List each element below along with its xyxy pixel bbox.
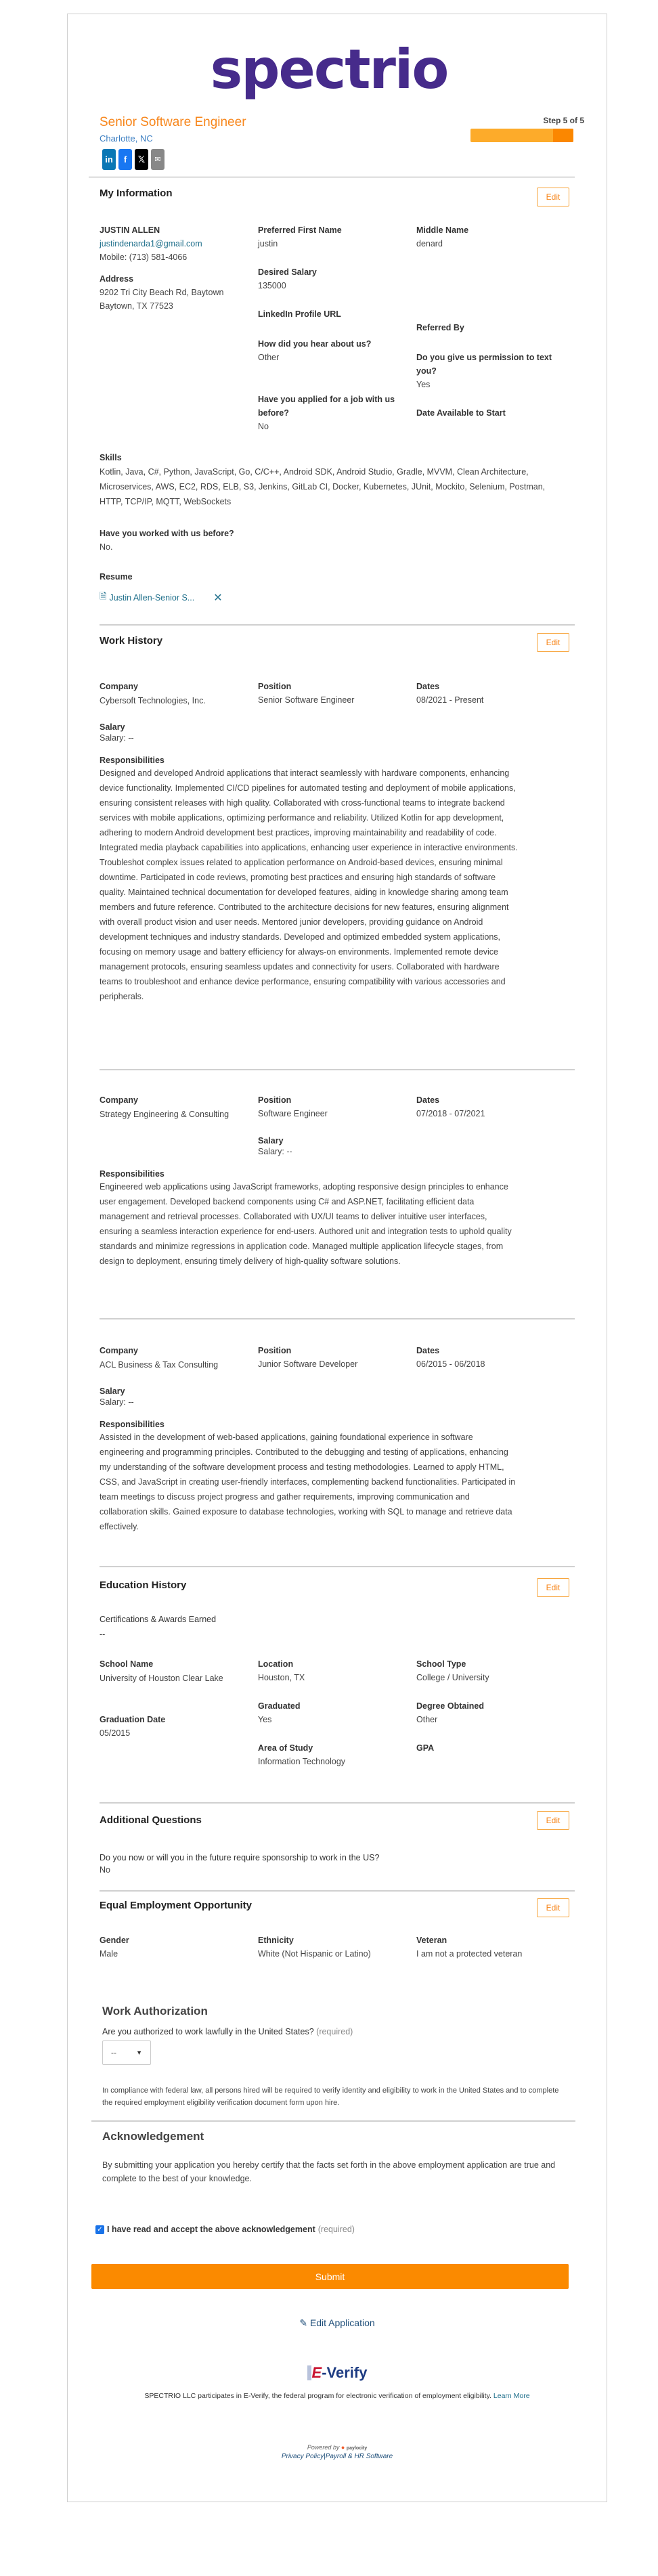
divider bbox=[100, 1318, 575, 1319]
social-share-bar bbox=[102, 149, 164, 170]
caret-down-icon: ▼ bbox=[136, 2049, 142, 2056]
position-value: Junior Software Developer bbox=[258, 1359, 358, 1369]
salary-value: Salary: -- bbox=[258, 1147, 292, 1156]
paylocity-logo-text: paylocity bbox=[346, 2446, 368, 2451]
payroll-software-link[interactable]: Payroll & HR Software bbox=[325, 2453, 393, 2460]
learn-more-link[interactable]: Learn More bbox=[493, 2392, 530, 2400]
worked-before-label: Have you worked with us before? bbox=[100, 529, 234, 538]
edu-col3 bbox=[416, 1657, 562, 1755]
company-label: Company bbox=[100, 1346, 138, 1355]
job-position-col bbox=[258, 1093, 410, 1120]
job-responsibilities bbox=[100, 755, 519, 1004]
school-type-label: School Type bbox=[416, 1659, 466, 1669]
certs-value: -- bbox=[100, 1630, 106, 1639]
hear-about-label: How did you hear about us? bbox=[258, 339, 372, 349]
job-dates-col bbox=[416, 1093, 569, 1120]
my-info-edit-button[interactable]: Edit bbox=[537, 188, 569, 206]
everify-logo: E-Verify bbox=[67, 2364, 607, 2382]
company-value: Strategy Engineering & Consulting bbox=[100, 1110, 229, 1119]
eeo-title: Equal Employment Opportunity bbox=[100, 1900, 253, 1911]
school-name-value: University of Houston Clear Lake bbox=[100, 1674, 223, 1683]
everify-text: SPECTRIO LLC participates in E-Verify, the federal program for electronic verification of employment eligibility. bbox=[144, 2392, 491, 2400]
paylocity-logo-icon: ● bbox=[341, 2444, 345, 2451]
dates-label: Dates bbox=[416, 1095, 440, 1105]
additional-title: Additional Questions bbox=[100, 1814, 202, 1826]
job-company-col bbox=[100, 680, 252, 708]
pencil-icon: ✎ bbox=[299, 2317, 308, 2328]
address-line1: 9202 Tri City Beach Rd, Baytown bbox=[100, 288, 224, 297]
required-marker: (required) bbox=[317, 2225, 355, 2234]
hear-about-value: Other bbox=[258, 353, 280, 362]
location-label: Location bbox=[258, 1659, 294, 1669]
job-company-col bbox=[100, 1093, 252, 1122]
degree-label: Degree Obtained bbox=[416, 1701, 485, 1711]
dates-label: Dates bbox=[416, 1346, 440, 1355]
checkbox-label[interactable]: I have read and accept the above acknowledgement bbox=[107, 2225, 315, 2234]
degree-value: Other bbox=[416, 1715, 438, 1724]
gpa-label: GPA bbox=[416, 1743, 435, 1753]
company-label: Company bbox=[100, 682, 138, 691]
grad-date-value: 05/2015 bbox=[100, 1728, 131, 1738]
everify-notice bbox=[67, 2392, 607, 2400]
position-label: Position bbox=[258, 1095, 292, 1105]
job-dates-col bbox=[416, 1344, 569, 1371]
everify-logo-text: -Verify bbox=[322, 2364, 368, 2381]
job-responsibilities bbox=[100, 1419, 519, 1534]
applied-before-label: Have you applied for a job with us before? bbox=[258, 395, 395, 418]
responsibilities-label: Responsibilities bbox=[100, 756, 164, 765]
progress-bar bbox=[470, 129, 573, 142]
work-auth-question bbox=[102, 2027, 353, 2036]
divider bbox=[91, 2120, 575, 2122]
responsibilities-label: Responsibilities bbox=[100, 1420, 164, 1429]
dates-value: 06/2015 - 06/2018 bbox=[416, 1359, 485, 1369]
divider bbox=[100, 1802, 575, 1804]
edu-col2 bbox=[258, 1657, 410, 1768]
resume-label: Resume bbox=[100, 572, 133, 582]
job-salary bbox=[100, 722, 134, 743]
submit-button[interactable]: Submit bbox=[91, 2264, 569, 2289]
link-separator: | bbox=[324, 2453, 326, 2460]
divider bbox=[100, 1069, 575, 1070]
company-label: Company bbox=[100, 1095, 138, 1105]
job-title: Senior Software Engineer bbox=[100, 115, 246, 129]
job-salary bbox=[258, 1135, 292, 1157]
job-salary bbox=[100, 1386, 134, 1407]
divider bbox=[100, 1890, 575, 1892]
veteran-value: I am not a protected veteran bbox=[416, 1949, 523, 1959]
skills-block bbox=[100, 451, 560, 605]
step-indicator: Step 5 of 5 bbox=[543, 116, 584, 125]
acknowledgement-text: By submitting your application you hereby certify that the facts set forth in the above employment application are true and complete to the best of your knowledge. bbox=[102, 2160, 556, 2183]
salary-label: Salary bbox=[258, 1136, 284, 1145]
resume-attachment bbox=[100, 590, 560, 605]
facebook-icon[interactable]: f bbox=[118, 149, 132, 170]
col3 bbox=[416, 223, 562, 420]
location-value: Houston, TX bbox=[258, 1673, 305, 1682]
middle-name-value: denard bbox=[416, 239, 443, 248]
desired-salary-value: 135000 bbox=[258, 281, 286, 290]
eeo-col1 bbox=[100, 1934, 252, 1961]
eeo-col2 bbox=[258, 1934, 410, 1961]
dates-value: 07/2018 - 07/2021 bbox=[416, 1109, 485, 1118]
x-icon[interactable]: 𝕏 bbox=[135, 149, 148, 170]
powered-by-text: Powered by bbox=[307, 2444, 340, 2451]
powered-by bbox=[67, 2444, 607, 2451]
grad-date-label: Graduation Date bbox=[100, 1715, 166, 1724]
work-history-title: Work History bbox=[100, 635, 163, 647]
ethnicity-label: Ethnicity bbox=[258, 1936, 294, 1945]
skills-label: Skills bbox=[100, 453, 122, 462]
resume-file-link[interactable]: Justin Allen-Senior S... bbox=[109, 593, 195, 603]
work-history-edit-button[interactable]: Edit bbox=[537, 633, 569, 652]
gender-label: Gender bbox=[100, 1936, 129, 1945]
responsibilities-label: Responsibilities bbox=[100, 1169, 164, 1179]
graduated-label: Graduated bbox=[258, 1701, 301, 1711]
work-auth-question-text: Are you authorized to work lawfully in the United States? bbox=[102, 2027, 314, 2036]
education-title: Education History bbox=[100, 1579, 187, 1591]
position-label: Position bbox=[258, 682, 292, 691]
worked-before-value: No. bbox=[100, 542, 113, 552]
divider bbox=[100, 624, 575, 626]
job-responsibilities bbox=[100, 1169, 519, 1269]
preferred-name-label: Preferred First Name bbox=[258, 225, 342, 235]
school-name-label: School Name bbox=[100, 1659, 154, 1669]
footer-links bbox=[67, 2453, 607, 2460]
school-type-value: College / University bbox=[416, 1673, 489, 1682]
col2 bbox=[258, 223, 410, 433]
linkedin-url-label: LinkedIn Profile URL bbox=[258, 309, 341, 319]
salary-value: Salary: -- bbox=[100, 733, 134, 743]
ethnicity-value: White (Not Hispanic or Latino) bbox=[258, 1949, 371, 1959]
dates-label: Dates bbox=[416, 682, 440, 691]
applied-before-value: No bbox=[258, 422, 269, 431]
word-document-icon: 🗎 bbox=[100, 591, 107, 601]
job-location: Charlotte, NC bbox=[100, 133, 153, 144]
edu-col1 bbox=[100, 1657, 252, 1740]
position-value: Senior Software Engineer bbox=[258, 695, 355, 705]
progress-fill bbox=[553, 129, 573, 142]
responsibilities-text: Designed and developed Android applications that interact seamlessly with hardware components, enhancing device functionality. Implemented CI/CD pipelines for automated testing and deployment of mobile applications, ensuring consistent releases with high quality. Collaborated with cross-functional teams to integrate backend services with mobile applications, optimizing performance and reliability. Utilized Kotlin for app development, adhering to modern Android development best practices, improving maintainability and readability of code. Integrated media playback capabilities into applications, enhancing user experience in interactive environments. Troubleshot complex issues related to application performance on Android-based devices, ensuring minimal downtime. Participated in code reviews, promoting best practices and ensuring high standards of software quality. Maintained technical documentation for developed features, aiding in knowledge sharing among team members and future reference. Contributed to the architecture decisions for new features, ensuring alignment with overall product vision and user needs. Mentored junior developers, providing guidance on Android development techniques and industry standards. Developed and optimized embedded system applications, focusing on memory usage and battery efficiency for always-on environments. Implemented remote device management protocols, ensuring seamless updates and connectivity for users. Collaborated with hardware teams to troubleshoot and enhance device performance, ensuring compatibility with various accessories and peripherals. bbox=[100, 768, 518, 1001]
job-position-col bbox=[258, 680, 410, 707]
sponsorship-answer: No bbox=[100, 1865, 110, 1875]
email-icon[interactable]: ✉ bbox=[151, 149, 164, 170]
applicant-mobile: Mobile: (713) 581-4066 bbox=[100, 253, 188, 262]
edit-application-label: Edit Application bbox=[309, 2317, 375, 2328]
company-value: ACL Business & Tax Consulting bbox=[100, 1360, 219, 1370]
skills-value: Kotlin, Java, C#, Python, JavaScript, Go, C/C++, Android SDK, Android Studio, Gradle, MVVM, Clean Architecture, Microservices, AWS, EC2, RDS, ELB, S3, Jenkins, GitLab CI, Docker, Kubernetes, JUnit, Mockito, Selenium, Postman, HTTP, TCP/IP, MQTT, WebSockets bbox=[100, 467, 546, 506]
certs-block bbox=[100, 1613, 216, 1641]
desired-salary-label: Desired Salary bbox=[258, 267, 317, 277]
my-info-title: My Information bbox=[100, 188, 173, 199]
area-value: Information Technology bbox=[258, 1757, 346, 1766]
spectrio-logo: spectrio bbox=[210, 38, 448, 101]
job-company-col bbox=[100, 1344, 252, 1372]
divider bbox=[100, 1566, 575, 1567]
area-label: Area of Study bbox=[258, 1743, 313, 1753]
referred-by-label: Referred By bbox=[416, 323, 464, 332]
sponsorship-question: Do you now or will you in the future require sponsorship to work in the US? bbox=[100, 1853, 380, 1862]
sponsorship-block bbox=[100, 1851, 379, 1875]
address-line2: Baytown, TX 77523 bbox=[100, 301, 173, 311]
preferred-name-value: justin bbox=[258, 239, 278, 248]
salary-value: Salary: -- bbox=[100, 1397, 134, 1407]
select-value: -- bbox=[111, 2048, 116, 2057]
middle-name-label: Middle Name bbox=[416, 225, 469, 235]
linkedin-icon[interactable]: in bbox=[102, 149, 116, 170]
acknowledgement-title: Acknowledgement bbox=[102, 2130, 204, 2143]
acknowledgement-checkbox-row bbox=[95, 2225, 355, 2234]
salary-label: Salary bbox=[100, 1387, 125, 1396]
required-marker: (required) bbox=[316, 2027, 353, 2036]
position-value: Software Engineer bbox=[258, 1109, 328, 1118]
veteran-label: Veteran bbox=[416, 1936, 447, 1945]
graduated-value: Yes bbox=[258, 1715, 272, 1724]
additional-edit-button[interactable]: Edit bbox=[537, 1811, 569, 1830]
salary-label: Salary bbox=[100, 722, 125, 732]
certs-label: Certifications & Awards Earned bbox=[100, 1615, 217, 1624]
company-value: Cybersoft Technologies, Inc. bbox=[100, 696, 206, 705]
text-permission-label: Do you give us permission to text you? bbox=[416, 353, 552, 376]
position-label: Position bbox=[258, 1346, 292, 1355]
job-position-col bbox=[258, 1344, 410, 1371]
responsibilities-text: Engineered web applications using JavaScript frameworks, adopting responsive design principles to enhance user engagement. Developed backend components using C# and ASP.NET, facilitating efficient data management and retrieval processes. Collaborated with UX/UI teams to deliver intuitive user interfaces, ensuring a seamless interaction experience for end-users. Authored unit and integration tests to uphold quality standards and minimize regressions in application code. Managed multiple application lifecycle stages, from design to deployment, ensuring timely delivery of high-quality software solutions. bbox=[100, 1182, 512, 1266]
applicant-name: JUSTIN ALLEN bbox=[100, 225, 160, 235]
eeo-edit-button[interactable]: Edit bbox=[537, 1898, 569, 1917]
privacy-policy-link[interactable]: Privacy Policy bbox=[281, 2453, 324, 2460]
eeo-col3 bbox=[416, 1934, 569, 1961]
remove-resume-icon[interactable]: ✕ bbox=[213, 592, 223, 604]
job-dates-col bbox=[416, 680, 569, 707]
acknowledgement-checkbox[interactable]: ✓ bbox=[95, 2225, 104, 2234]
applicant-email[interactable]: justindenarda1@gmail.com bbox=[100, 239, 202, 248]
work-auth-title: Work Authorization bbox=[102, 2005, 208, 2017]
address-label: Address bbox=[100, 274, 134, 284]
date-available-label: Date Available to Start bbox=[416, 408, 506, 418]
edit-application-link[interactable] bbox=[67, 2317, 607, 2329]
education-edit-button[interactable]: Edit bbox=[537, 1578, 569, 1597]
responsibilities-text: Assisted in the development of web-based applications, gaining foundational experience in software engineering and programming principles. Contributed to the debugging and testing of applications, enhancing my understanding of the software development process and testing methodologies. Learned to apply HTML, CSS, and JavaScript in creating user-friendly interfaces, complementing backend functionalities. Participated in team meetings to discuss project progress and gather requirements, improving communication and collaboration skills. Gained exposure to database technologies, working with SQL to manage and retrieve data effectively. bbox=[100, 1433, 516, 1531]
contact-block bbox=[100, 223, 255, 313]
gender-value: Male bbox=[100, 1949, 118, 1959]
work-auth-select[interactable] bbox=[102, 2040, 151, 2065]
text-permission-value: Yes bbox=[416, 380, 431, 389]
work-auth-notice: In compliance with federal law, all persons hired will be required to verify identity and eligibility to work in the United States and to complete the required employment eligibility verification document form upon hire. bbox=[102, 2087, 559, 2107]
dates-value: 08/2021 - Present bbox=[416, 695, 484, 705]
